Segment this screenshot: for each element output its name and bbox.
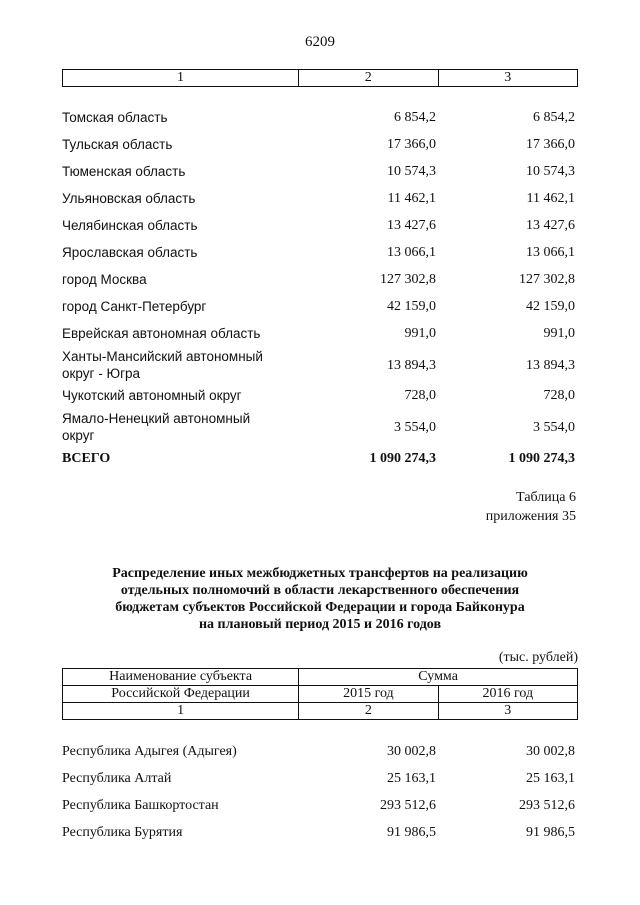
value-2015: 6 854,2 xyxy=(394,110,436,125)
caption-table-number: Таблица 6 xyxy=(516,490,576,505)
value-2016: 13 894,3 xyxy=(526,358,575,373)
region-name: Ярославская область xyxy=(62,245,198,260)
region-name: город Москва xyxy=(62,272,147,287)
title-line3: бюджетам субъектов Российской Федерации и города Байконура xyxy=(115,600,525,615)
value-2016: 3 554,0 xyxy=(533,420,575,435)
value-2016: 30 002,8 xyxy=(526,744,575,759)
value-2015: 13 894,3 xyxy=(387,358,436,373)
value-2015: 91 986,5 xyxy=(387,825,436,840)
value-2015: 10 574,3 xyxy=(387,164,436,179)
column-number-1: 1 xyxy=(63,703,299,720)
bottom-table-header xyxy=(62,668,578,720)
value-2016: 91 986,5 xyxy=(526,825,575,840)
region-name xyxy=(62,348,292,382)
region-name: город Санкт-Петербург xyxy=(62,299,207,314)
value-2016: 127 302,8 xyxy=(519,272,575,287)
header-year-2016: 2016 год xyxy=(438,686,577,703)
units-label: (тыс. рублей) xyxy=(498,650,578,665)
column-number-2: 2 xyxy=(299,70,438,87)
value-2016: 728,0 xyxy=(543,388,575,403)
region-name xyxy=(62,410,292,444)
region-name: Тульская область xyxy=(62,137,173,152)
header-name-line1: Наименование субъекта xyxy=(63,669,299,686)
value-2016: 991,0 xyxy=(543,326,575,341)
value-2015: 42 159,0 xyxy=(387,299,436,314)
region-name: Ульяновская область xyxy=(62,191,196,206)
header-name-line2: Российской Федерации xyxy=(63,686,299,703)
column-number-3: 3 xyxy=(438,70,577,87)
region-name-line2: округ xyxy=(62,428,95,443)
value-2015: 13 066,1 xyxy=(387,245,436,260)
column-number-3: 3 xyxy=(438,703,577,720)
value-2015: 3 554,0 xyxy=(394,420,436,435)
region-name-line1: Ямало-Ненецкий автономный xyxy=(62,411,251,426)
value-2016: 11 462,1 xyxy=(526,191,575,206)
value-2015: 728,0 xyxy=(404,388,436,403)
value-2016: 17 366,0 xyxy=(526,137,575,152)
caption-appendix: приложения 35 xyxy=(485,509,576,524)
value-2016: 293 512,6 xyxy=(519,798,575,813)
region-name: Республика Алтай xyxy=(62,771,172,786)
total-2015: 1 090 274,3 xyxy=(369,451,436,466)
value-2015: 127 302,8 xyxy=(380,272,436,287)
value-2015: 30 002,8 xyxy=(387,744,436,759)
title-line4: на плановый период 2015 и 2016 годов xyxy=(198,617,442,632)
value-2015: 25 163,1 xyxy=(387,771,436,786)
total-2016: 1 090 274,3 xyxy=(508,451,575,466)
column-number-2: 2 xyxy=(299,703,438,720)
value-2016: 42 159,0 xyxy=(526,299,575,314)
table-title xyxy=(70,565,570,633)
value-2016: 10 574,3 xyxy=(526,164,575,179)
title-line1: Распределение иных межбюджетных трансфертов на реализацию xyxy=(112,566,528,581)
region-name: Республика Бурятия xyxy=(62,825,183,840)
value-2016: 13 066,1 xyxy=(526,245,575,260)
value-2015: 17 366,0 xyxy=(387,137,436,152)
region-name-line2: округ - Югра xyxy=(62,366,141,381)
page-number: 6209 xyxy=(305,34,335,50)
region-name: Республика Адыгея (Адыгея) xyxy=(62,744,237,759)
top-table-column-numbers xyxy=(62,69,578,87)
value-2015: 991,0 xyxy=(404,326,436,341)
column-number-1: 1 xyxy=(63,70,299,87)
region-name: Еврейская автономная область xyxy=(62,326,261,341)
total-label: ВСЕГО xyxy=(62,451,111,466)
header-year-2015: 2015 год xyxy=(299,686,438,703)
value-2016: 25 163,1 xyxy=(526,771,575,786)
region-name: Томская область xyxy=(62,110,168,125)
region-name: Чукотский автономный округ xyxy=(62,388,242,403)
header-sum: Сумма xyxy=(299,669,578,686)
region-name: Тюменская область xyxy=(62,164,186,179)
region-name: Республика Башкортостан xyxy=(62,798,219,813)
value-2016: 6 854,2 xyxy=(533,110,575,125)
region-name: Челябинская область xyxy=(62,218,198,233)
value-2015: 13 427,6 xyxy=(387,218,436,233)
value-2015: 293 512,6 xyxy=(380,798,436,813)
value-2016: 13 427,6 xyxy=(526,218,575,233)
title-line2: отдельных полномочий в области лекарственного обеспечения xyxy=(120,583,520,598)
region-name-line1: Ханты-Мансийский автономный xyxy=(62,349,263,364)
value-2015: 11 462,1 xyxy=(387,191,436,206)
table-caption xyxy=(486,488,576,526)
